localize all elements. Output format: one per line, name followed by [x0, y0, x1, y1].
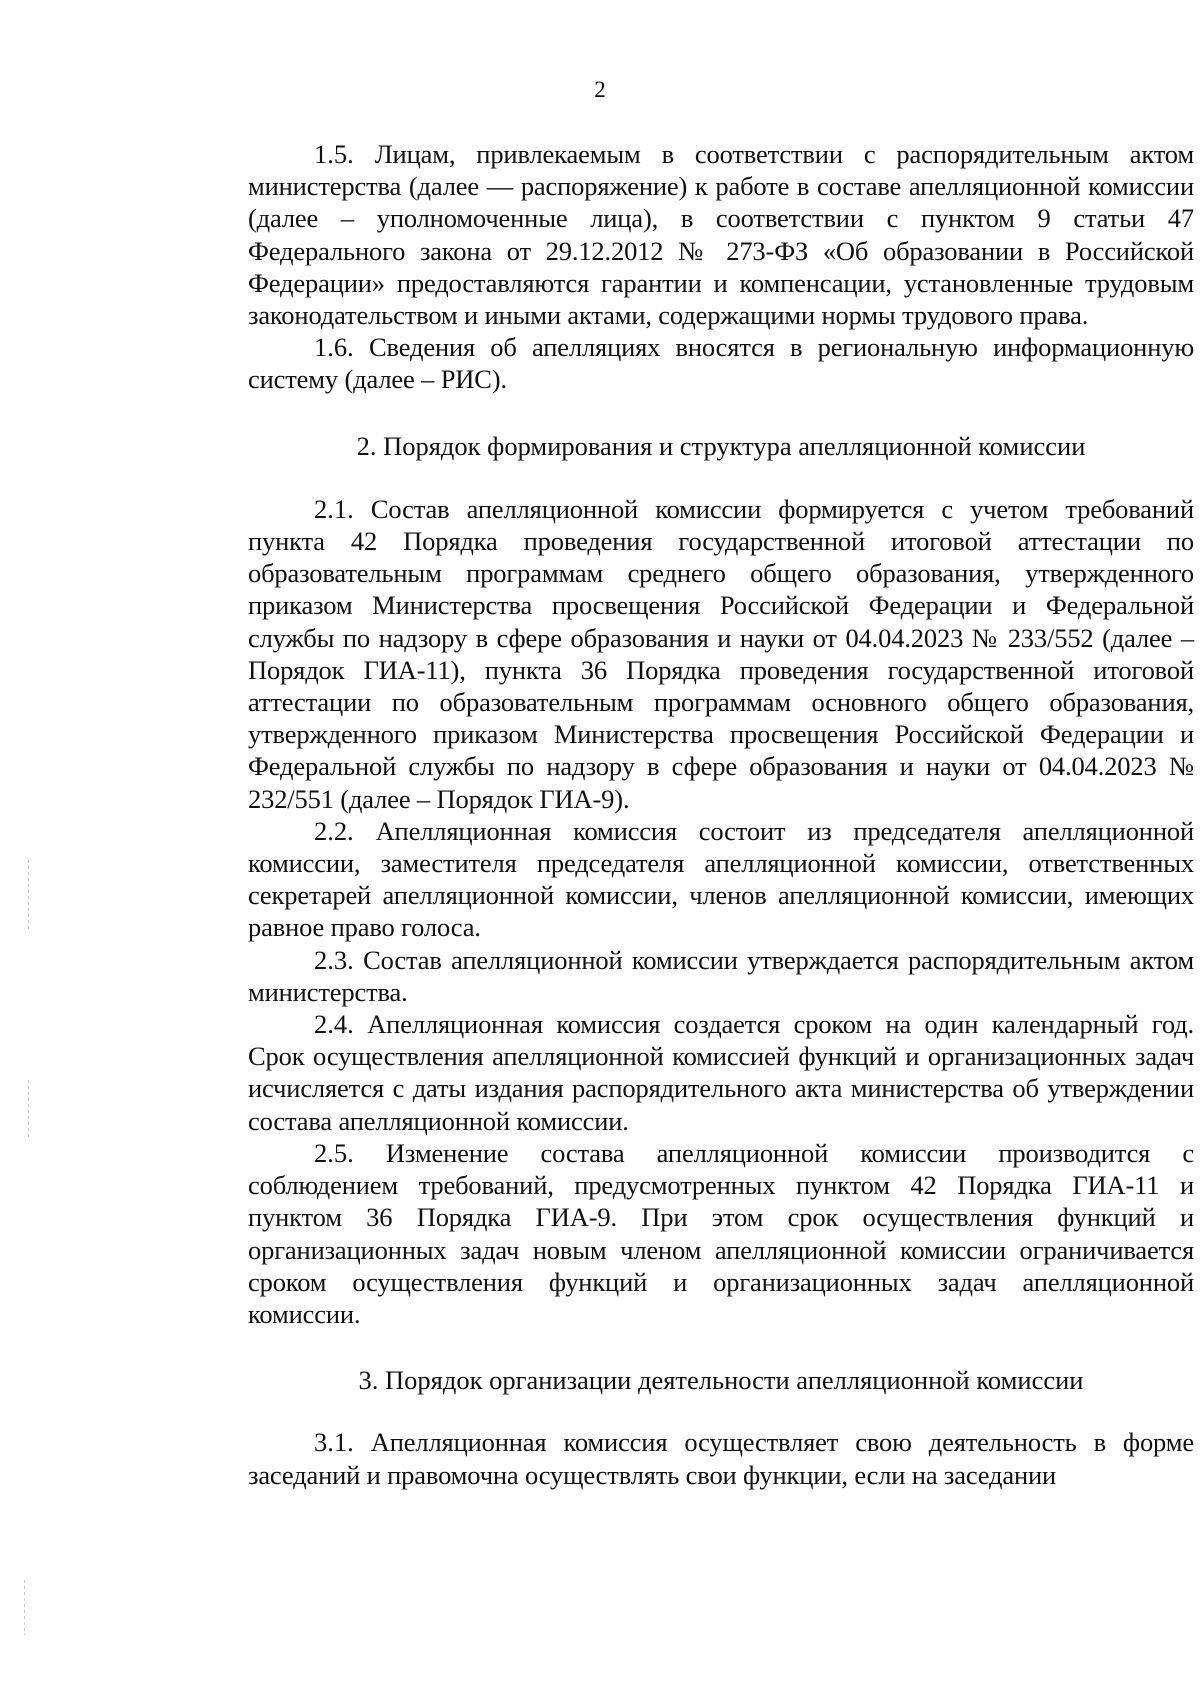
- paragraph-text: Апелляционная комиссия состоит из председателя апелляционной комиссии, заместителя председателя апелляционной комиссии, ответственных секретарей апелляционной комиссии, членов апелляционной комиссии, имеющих равное право голоса.: [248, 815, 1194, 943]
- paragraph-text: Изменение состава апелляционной комиссии производится с соблюдением требований, предусмотренных пунктом 42 Порядка ГИА-11 и пунктом 36 Порядка ГИА-9. При этом срок осуществления функций и организационных задач новым членом апелляционной комиссии ограничивается сроком осуществления функций и организационных задач апелляционной комиссии.: [248, 1137, 1194, 1329]
- paragraph-text: Лицам, привлекаемым в соответствии с распорядительным актом министерства (далее — распоряжение) к работе в составе апелляционной комиссии (далее – уполномоченные лица), в соответствии с пунктом 9 статьи 47 Федерального закона от 29.12.2012 № 273-ФЗ «Об образовании в Российской Федерации» предоставляются гарантии и компенсации, установленные трудовым законодательством и иными актами, содержащими нормы трудового права.: [248, 139, 1194, 331]
- paragraph-1-5: [248, 138, 1194, 331]
- paragraph-2-5: [248, 1137, 1194, 1330]
- paragraph-2-1: [248, 493, 1194, 815]
- paragraph-3-1: [248, 1426, 1194, 1490]
- paragraph-2-4: [248, 1008, 1194, 1137]
- scan-artifact: [28, 1080, 29, 1140]
- scan-artifact: [28, 860, 29, 930]
- paragraph-number: 2.3.: [314, 944, 354, 975]
- paragraph-text: Сведения об апелляциях вносятся в региональную информационную систему (далее – РИС).: [248, 332, 1194, 395]
- document-body: [248, 138, 1194, 1491]
- paragraph-text: Апелляционная комиссия осуществляет свою деятельность в форме заседаний и правомочна осуществлять свои функции, если на заседании: [248, 1427, 1194, 1490]
- paragraph-2-2: [248, 815, 1194, 944]
- paragraph-number: 3.1.: [314, 1427, 354, 1458]
- paragraph-text: Состав апелляционной комиссии утверждается распорядительным актом министерства.: [248, 944, 1194, 1007]
- paragraph-number: 2.2.: [314, 815, 354, 846]
- paragraph-text: Апелляционная комиссия создается сроком на один календарный год. Срок осуществления апелляционной комиссией функций и организационных задач исчисляется с даты издания распорядительного акта министерства об утверждении состава апелляционной комиссии.: [248, 1009, 1194, 1136]
- scan-artifact: [24, 1580, 25, 1635]
- paragraph-1-6: [248, 331, 1194, 395]
- paragraph-number: 1.5.: [314, 139, 354, 169]
- section-heading-2: 2. Порядок формирования и структура апелляционной комиссии: [356, 430, 1086, 461]
- paragraph-number: 2.5.: [314, 1137, 354, 1168]
- page-number: 2: [594, 77, 606, 102]
- paragraph-number: 2.4.: [314, 1009, 354, 1040]
- paragraph-2-3: [248, 944, 1194, 1008]
- paragraph-number: 1.6.: [314, 332, 354, 363]
- section-heading-3: 3. Порядок организации деятельности апелляционной комиссии: [358, 1365, 1084, 1396]
- paragraph-number: 2.1.: [314, 493, 354, 524]
- paragraph-text: Состав апелляционной комиссии формируется с учетом требований пункта 42 Порядка проведения государственной итоговой аттестации по образовательным программам среднего общего образования, утвержденного приказом Министерства просвещения Российской Федерации и Федеральной службы по надзору в сфере образования и науки от 04.04.2023 № 233/552 (далее – Порядок ГИА-11), пункта 36 Порядка проведения государственной итоговой аттестации по образовательным программам основного общего образования, утвержденного приказом Министерства просвещения Российской Федерации и Федеральной службы по надзору в сфере образования и науки от 04.04.2023 № 232/551 (далее – Порядок ГИА-9).: [248, 493, 1194, 814]
